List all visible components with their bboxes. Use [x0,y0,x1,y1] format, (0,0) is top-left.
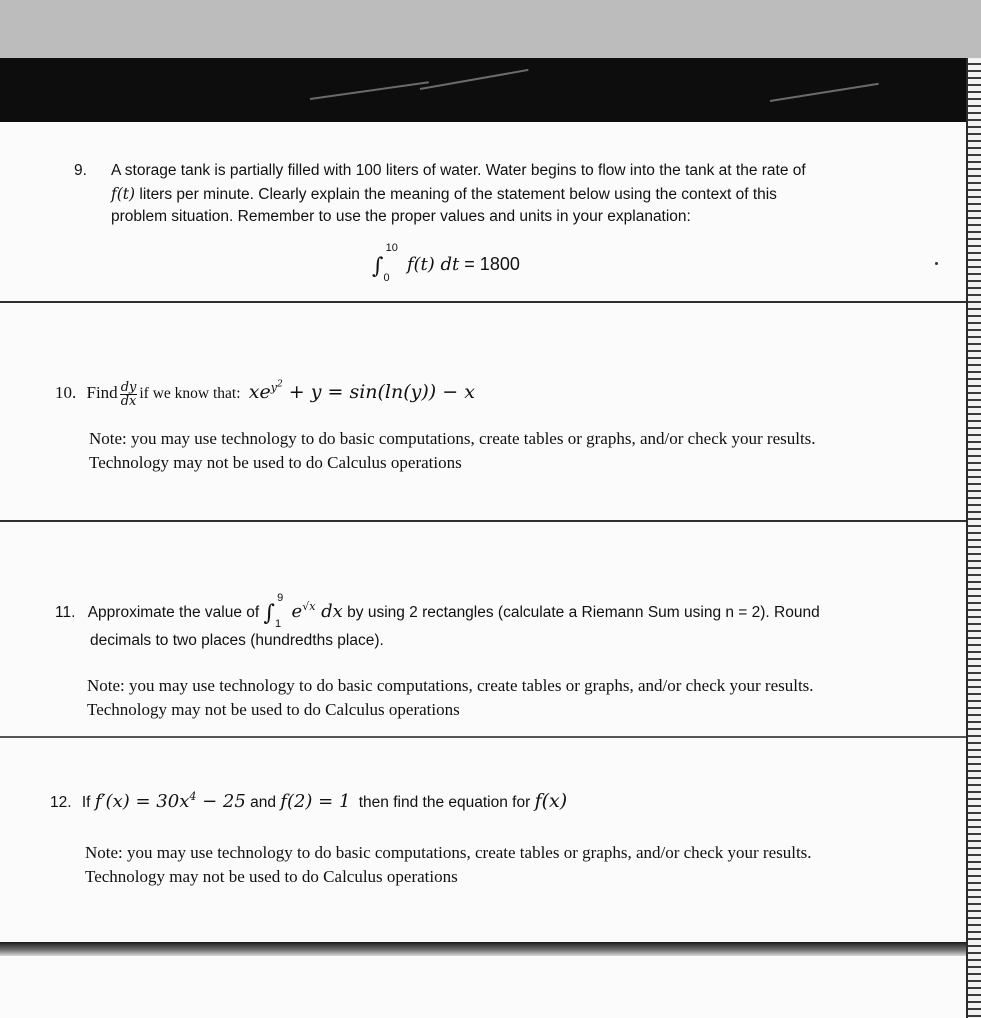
question-number: 11. [55,604,76,621]
integral-lower-limit: 0 [383,271,390,284]
derivative-fraction: $\frac{dy}{dx}$ [120,379,137,409]
question-11: 11. Approximate the value of $\int_1^9$ $e^{√x}$ dx by using 2 rectangles (calculate a Riemann Sum using n = 2). Round decimals to two places (hundredths place). [55,596,955,652]
question-10: 10. Find $\frac{dy}{dx}$ if we know that: $xe^{y^2} + y = \sin(\ln(y)) - x$ [55,379,475,409]
page-binding-edge [966,58,981,1018]
question-text-line: f(t) liters per minute. Clearly explain the meaning of the statement below using the context of this [111,184,777,203]
dark-top-band [0,58,970,122]
initial-condition: f(2) = 1 [280,791,351,812]
section-divider [0,301,966,303]
bottom-shadow-edge [0,942,966,956]
function-name: f(t) [111,184,136,203]
question-number: 10. [55,382,77,402]
question-text-line: decimals to two places (hundredths place). [90,631,384,649]
technology-note: Note: you may use technology to do basic computations, create tables or graphs, and/or check your results. Technology may not be used to do Calculus operations [89,429,816,472]
target-function: f(x) [534,790,568,812]
integral-body: f(t) dt [406,254,460,275]
integral-value: = 1800 [464,254,520,274]
integrand: $e^{√x}$ dx [291,600,343,622]
top-gray-margin [0,0,981,58]
integral-lower-limit: 1 [274,618,282,631]
section-divider [0,736,966,738]
integral-upper-limit: 9 [277,591,284,604]
question-text-line: A storage tank is partially filled with 100 liters of water. Water begins to flow into the tank at the rate of [111,162,806,179]
integral-statement: $\int_0^{10}$ f(t) dt = 1800 [372,242,520,284]
derivative-equation: $f'(x) = 30x^4 - 25$ [94,790,246,812]
integral-sign: ∫ [263,601,275,626]
question-text-line: problem situation. Remember to use the proper values and units in your explanation: [111,208,691,225]
question-12: 12. If $f'(x) = 30x^4 - 25$ and f(2) = 1 then find the equation for f(x) [50,790,568,812]
question-number: 9. [74,162,87,179]
technology-note: Note: you may use technology to do basic computations, create tables or graphs, and/or check your results. Technology may not be used to do Calculus operations [85,843,812,886]
technology-note: Note: you may use technology to do basic computations, create tables or graphs, and/or check your results. Technology may not be used to do Calculus operations [87,676,814,719]
question-number: 12. [50,794,72,811]
equation: $xe^{y^2} + y = \sin(\ln(y)) - x$ [248,379,475,403]
integral-upper-limit: 10 [385,242,398,254]
section-divider [0,520,966,522]
